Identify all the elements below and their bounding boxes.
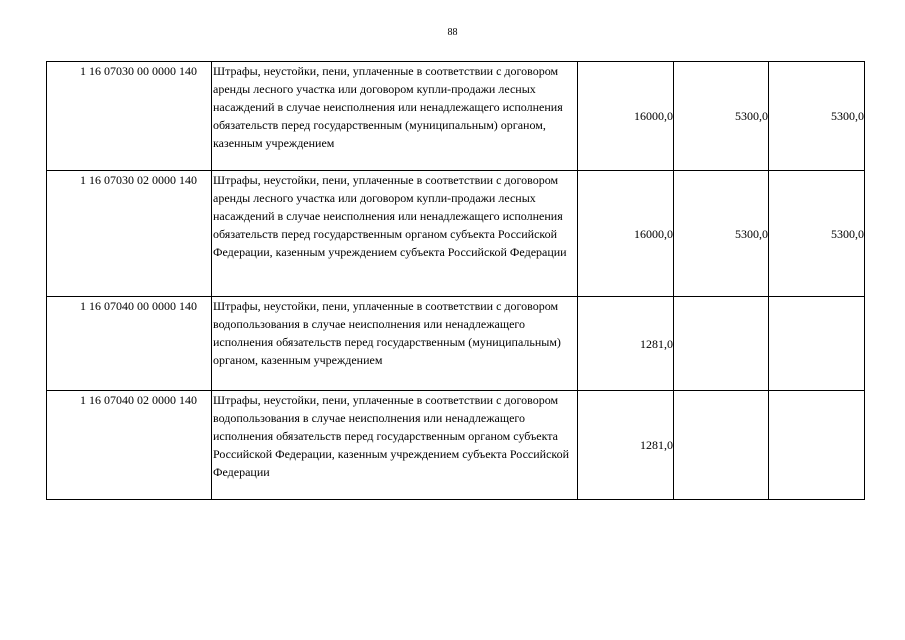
description-cell: Штрафы, неустойки, пени, уплаченные в соответствии с договором водопользования в случае неисполнения или ненадлежащего исполнения обязательств перед государственным органом субъекта Российской Федерации, казенным учреждением субъекта Российской Федерации [212,391,578,500]
value-cell-1: 16000,0 [578,62,674,171]
value-cell-1: 16000,0 [578,171,674,297]
value-cell-2 [674,297,769,391]
description-cell: Штрафы, неустойки, пени, уплаченные в соответствии с договором аренды лесного участка или договором купли-продажи лесных насаждений в случае неисполнения или ненадлежащего исполнения обязательств перед государственным (муниципальным) органом, казенным учреждением [212,62,578,171]
value-cell-3 [769,391,865,500]
value-cell-1: 1281,0 [578,391,674,500]
budget-code-cell: 1 16 07030 02 0000 140 [47,171,212,297]
value-cell-2 [674,391,769,500]
budget-revenue-table [46,61,865,500]
page-number: 88 [447,27,458,38]
value-cell-3: 5300,0 [769,62,865,171]
table-row [47,297,865,391]
value-cell-3: 5300,0 [769,171,865,297]
budget-code-cell: 1 16 07030 00 0000 140 [47,62,212,171]
table-row [47,171,865,297]
value-cell-2: 5300,0 [674,171,769,297]
value-cell-2: 5300,0 [674,62,769,171]
table-row [47,62,865,171]
value-cell-3 [769,297,865,391]
budget-code-cell: 1 16 07040 02 0000 140 [47,391,212,500]
value-cell-1: 1281,0 [578,297,674,391]
description-cell: Штрафы, неустойки, пени, уплаченные в соответствии с договором аренды лесного участка или договором купли-продажи лесных насаждений в случае неисполнения или ненадлежащего исполнения обязательств перед государственным органом субъекта Российской Федерации, казенным учреждением субъекта Российской Федерации [212,171,578,297]
table-row [47,391,865,500]
budget-code-cell: 1 16 07040 00 0000 140 [47,297,212,391]
description-cell: Штрафы, неустойки, пени, уплаченные в соответствии с договором водопользования в случае неисполнения или ненадлежащего исполнения обязательств перед государственным (муниципальным) органом, казенным учреждением [212,297,578,391]
